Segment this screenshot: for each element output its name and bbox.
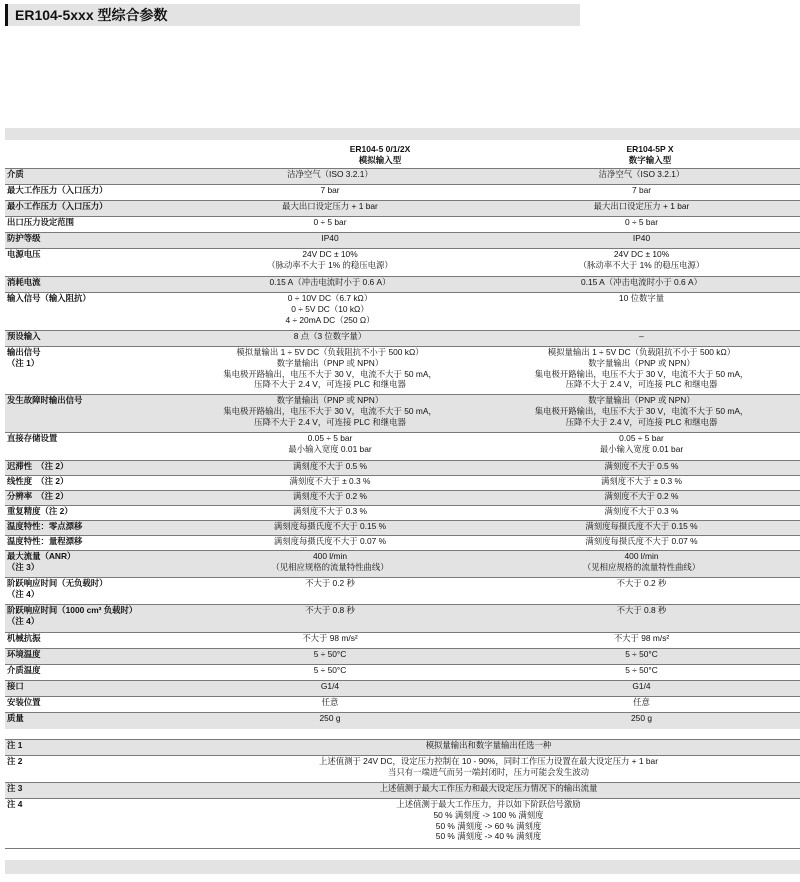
table-row [5, 461, 800, 476]
note-row [5, 783, 800, 799]
table-row [5, 293, 800, 331]
value-digital: 不大于 0.8 秒 [483, 605, 800, 633]
value-analog: 5 ÷ 50°C [177, 665, 483, 681]
note-label: 注 3 [5, 783, 177, 799]
row-label: 阶跃响应时间（1000 cm³ 负载时） （注 4） [5, 605, 177, 633]
value-analog: 不大于 0.2 秒 [177, 578, 483, 605]
value-digital: 250 g [483, 713, 800, 729]
table-row [5, 605, 800, 633]
row-label: 机械抗振 [5, 633, 177, 649]
table-row [5, 169, 800, 185]
value-analog: 满刻度不大于 0.2 % [177, 491, 483, 506]
table-row [5, 395, 800, 433]
table-row [5, 233, 800, 249]
value-digital: 7 bar [483, 185, 800, 201]
table-row [5, 277, 800, 293]
table-row [5, 476, 800, 491]
value-digital: 数字量输出（PNP 或 NPN） 集电极开路输出，电压不大于 30 V，电流不大于 50 mA， 压降不大于 2.4 V，可连接 PLC 和继电器 [483, 395, 800, 433]
value-digital: 5 ÷ 50°C [483, 665, 800, 681]
value-analog: 0.05 ÷ 5 bar 最小输入宽度 0.01 bar [177, 433, 483, 461]
row-label: 出口压力设定范围 [5, 217, 177, 233]
note-row [5, 799, 800, 849]
value-digital: – [483, 331, 800, 347]
page-title [5, 4, 580, 26]
row-label: 最大流量（ANR） （注 3） [5, 551, 177, 578]
column-type: 数字输入型 [628, 154, 672, 165]
row-label: 线性度 （注 2） [5, 476, 177, 491]
divider [5, 848, 800, 849]
note-row [5, 756, 800, 783]
row-label: 直接存储设置 [5, 433, 177, 461]
value-digital: 最大出口设定压力 + 1 bar [483, 201, 800, 217]
table-row [5, 681, 800, 697]
row-label: 质量 [5, 713, 177, 729]
table-row [5, 506, 800, 521]
table-row [5, 249, 800, 277]
row-label: 最大工作压力（入口压力） [5, 185, 177, 201]
table-row [5, 697, 800, 713]
value-analog: 数字量输出（PNP 或 NPN） 集电极开路输出，电压不大于 30 V，电流不大于 50 mA， 压降不大于 2.4 V，可连接 PLC 和继电器 [177, 395, 483, 433]
column-header-digital [550, 144, 750, 165]
table-row [5, 331, 800, 347]
table-row [5, 551, 800, 578]
value-analog: 不大于 0.8 秒 [177, 605, 483, 633]
row-label: 发生故障时输出信号 [5, 395, 177, 433]
note-label: 注 2 [5, 756, 177, 783]
value-analog: 400 l/min （见相应规格的流量特性曲线） [177, 551, 483, 578]
value-digital: 10 位数字量 [483, 293, 800, 331]
table-row [5, 665, 800, 681]
row-label: 输出信号 （注 1） [5, 347, 177, 395]
column-model: ER104-5P X [626, 144, 674, 154]
row-label: 介质 [5, 169, 177, 185]
value-analog: 250 g [177, 713, 483, 729]
row-label: 接口 [5, 681, 177, 697]
row-label: 电源电压 [5, 249, 177, 277]
table-row [5, 217, 800, 233]
value-analog: 满刻度每摄氏度不大于 0.07 % [177, 536, 483, 551]
note-label: 注 1 [5, 740, 177, 756]
value-analog: 0.15 A（冲击电流时小于 0.6 A） [177, 277, 483, 293]
column-header-analog [280, 144, 480, 165]
row-label: 分辨率 （注 2） [5, 491, 177, 506]
value-digital: 满刻度每摄氏度不大于 0.15 % [483, 521, 800, 536]
value-digital: 400 l/min （见相应规格的流量特性曲线） [483, 551, 800, 578]
value-analog: 满刻度不大于 ± 0.3 % [177, 476, 483, 491]
value-analog: 满刻度不大于 0.3 % [177, 506, 483, 521]
value-analog: 0 ÷ 10V DC（6.7 kΩ） 0 ÷ 5V DC（10 kΩ） 4 ÷ 20mA DC（250 Ω） [177, 293, 483, 331]
value-analog: 24V DC ± 10% （脉动率不大于 1% 的稳压电源） [177, 249, 483, 277]
value-digital: 5 ÷ 50°C [483, 649, 800, 665]
row-label: 介质温度 [5, 665, 177, 681]
note-text: 上述值测于最大工作压力和最大设定压力情况下的输出流量 [177, 783, 800, 799]
value-digital: 模拟量输出 1 ÷ 5V DC（负载阻抗不小于 500 kΩ） 数字量输出（PNP 或 NPN） 集电极开路输出，电压不大于 30 V，电流不大于 50 mA， 压降不大于 2.4 V，可连接 PLC 和继电器 [483, 347, 800, 395]
note-text: 上述值测于 24V DC，设定压力控制在 10 - 90%，同时工作压力设置在最大设定压力 + 1 bar 当只有一端进气而另一端封闭时，压力可能会发生波动 [177, 756, 800, 783]
value-digital: 满刻度每摄氏度不大于 0.07 % [483, 536, 800, 551]
value-analog: 满刻度不大于 0.5 % [177, 461, 483, 476]
page-title-text: ER104-5xxx 型综合参数 [15, 7, 168, 23]
note-row [5, 740, 800, 756]
row-label: 环境温度 [5, 649, 177, 665]
table-row [5, 536, 800, 551]
value-analog: 满刻度每摄氏度不大于 0.15 % [177, 521, 483, 536]
value-analog: 模拟量输出 1 ÷ 5V DC（负载阻抗不小于 500 kΩ） 数字量输出（PNP 或 NPN） 集电极开路输出，电压不大于 30 V，电流不大于 50 mA， 压降不大于 2.4 V，可连接 PLC 和继电器 [177, 347, 483, 395]
value-digital: IP40 [483, 233, 800, 249]
column-model: ER104-5 0/1/2X [349, 144, 411, 154]
note-label: 注 4 [5, 799, 177, 849]
footer-band [5, 860, 800, 874]
table-row [5, 347, 800, 395]
value-digital: 0.15 A（冲击电流时小于 0.6 A） [483, 277, 800, 293]
row-label: 输入信号（输入阻抗） [5, 293, 177, 331]
row-label: 温度特性：零点漂移 [5, 521, 177, 536]
value-digital: G1/4 [483, 681, 800, 697]
value-analog: 不大于 98 m/s² [177, 633, 483, 649]
spec-table [5, 168, 800, 729]
note-text: 上述值测于最大工作压力，并以如下阶跃信号激励 50 % 满刻度 -> 100 % 满刻度 50 % 满刻度 -> 60 % 满刻度 50 % 满刻度 -> 40 % 满刻度 [177, 799, 800, 849]
row-label: 安装位置 [5, 697, 177, 713]
value-analog: 0 ÷ 5 bar [177, 217, 483, 233]
table-row [5, 713, 800, 729]
value-analog: G1/4 [177, 681, 483, 697]
table-row [5, 185, 800, 201]
value-digital: 不大于 0.2 秒 [483, 578, 800, 605]
value-digital: 洁净空气（ISO 3.2.1） [483, 169, 800, 185]
value-analog: 洁净空气（ISO 3.2.1） [177, 169, 483, 185]
value-analog: 7 bar [177, 185, 483, 201]
row-label: 迟滞性 （注 2） [5, 461, 177, 476]
row-label: 预设输入 [5, 331, 177, 347]
table-row [5, 433, 800, 461]
value-digital: 0.05 ÷ 5 bar 最小输入宽度 0.01 bar [483, 433, 800, 461]
table-row [5, 201, 800, 217]
note-text: 模拟量输出和数字量输出任选一种 [177, 740, 800, 756]
row-label: 最小工作压力（入口压力） [5, 201, 177, 217]
value-analog: 任意 [177, 697, 483, 713]
value-digital: 满刻度不大于 0.5 % [483, 461, 800, 476]
value-analog: 5 ÷ 50°C [177, 649, 483, 665]
value-digital: 任意 [483, 697, 800, 713]
table-row [5, 633, 800, 649]
row-label: 防护等级 [5, 233, 177, 249]
table-row [5, 649, 800, 665]
value-digital: 满刻度不大于 0.2 % [483, 491, 800, 506]
value-digital: 不大于 98 m/s² [483, 633, 800, 649]
notes-table [5, 739, 800, 849]
value-analog: 最大出口设定压力 + 1 bar [177, 201, 483, 217]
value-digital: 0 ÷ 5 bar [483, 217, 800, 233]
column-type: 模拟输入型 [358, 154, 402, 165]
value-digital: 24V DC ± 10% （脉动率不大于 1% 的稳压电源） [483, 249, 800, 277]
row-label: 阶跃响应时间（无负载时） （注 4） [5, 578, 177, 605]
table-header-band [5, 128, 800, 140]
value-analog: 8 点（3 位数字量） [177, 331, 483, 347]
value-digital: 满刻度不大于 ± 0.3 % [483, 476, 800, 491]
table-row [5, 491, 800, 506]
row-label: 消耗电流 [5, 277, 177, 293]
row-label: 重复精度（注 2） [5, 506, 177, 521]
value-digital: 满刻度不大于 0.3 % [483, 506, 800, 521]
row-label: 温度特性：量程漂移 [5, 536, 177, 551]
table-row [5, 578, 800, 605]
table-row [5, 521, 800, 536]
value-analog: IP40 [177, 233, 483, 249]
